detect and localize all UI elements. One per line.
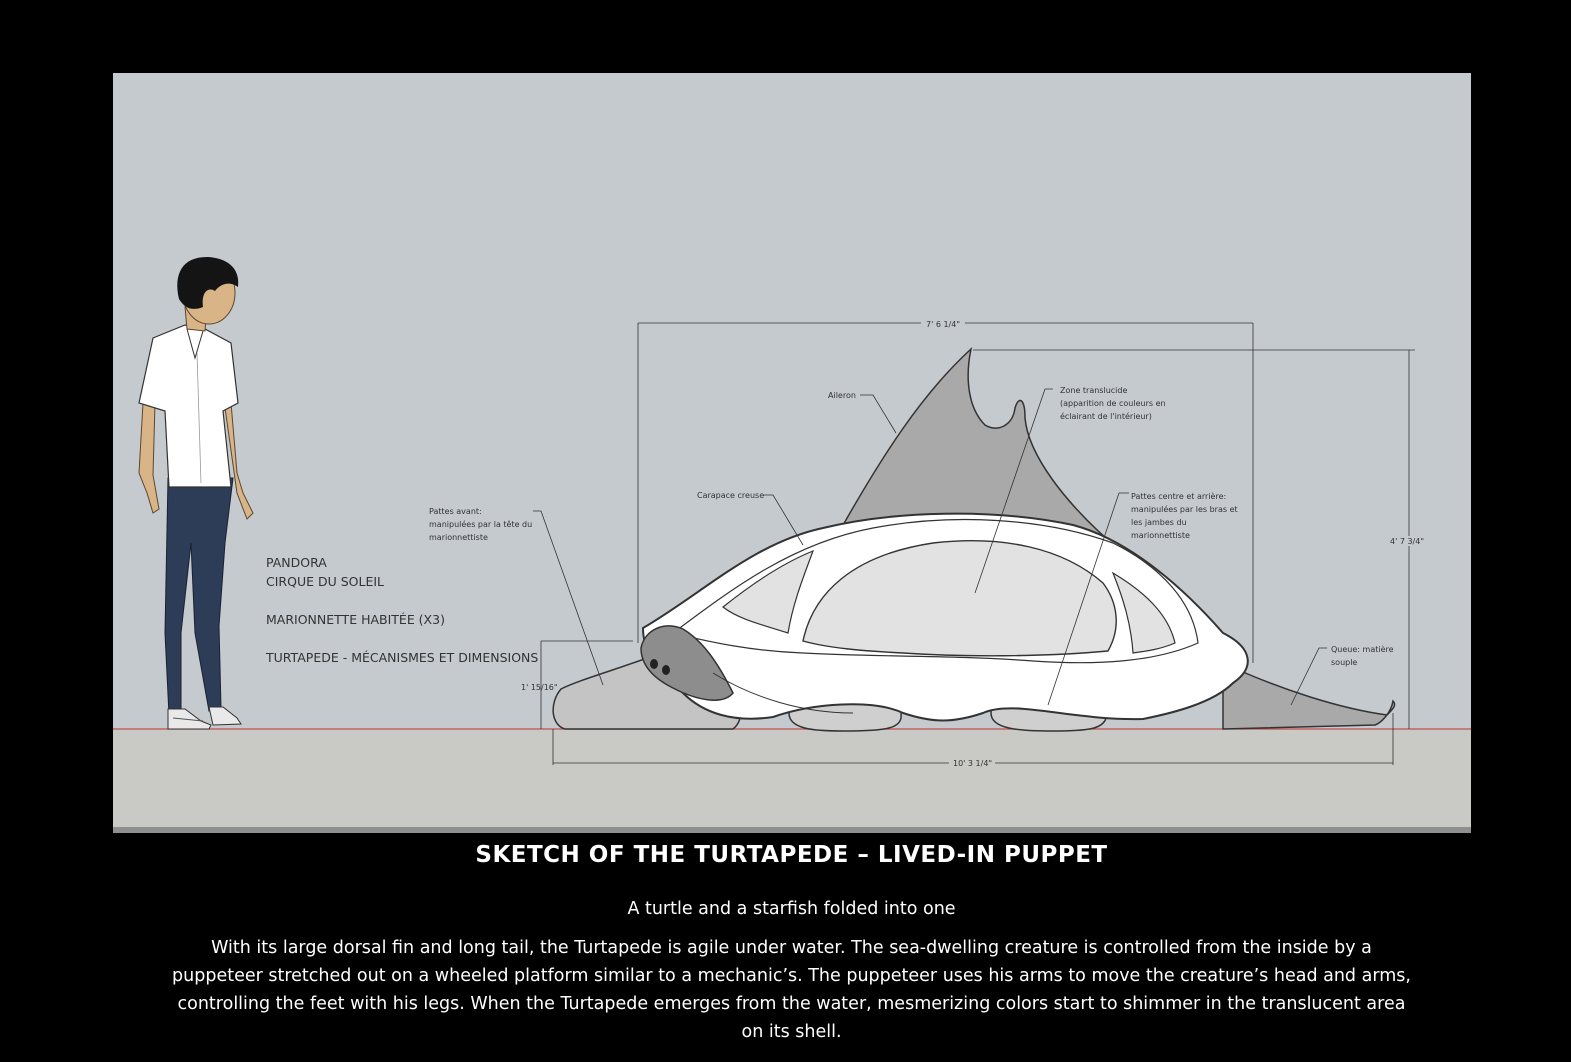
dim-head-height: 1' 15/16" bbox=[521, 683, 558, 692]
dim-total-length: 10' 3 1/4" bbox=[953, 759, 993, 768]
label-pattes-centre-3: les jambes du bbox=[1131, 518, 1187, 527]
label-queue-1: Queue: matière bbox=[1331, 645, 1394, 654]
dim-height: 4' 7 3/4" bbox=[1390, 537, 1425, 546]
label-carapace: Carapace creuse bbox=[697, 491, 765, 500]
label-pattes-centre-4: marionnettiste bbox=[1131, 531, 1190, 540]
title-marionnette: MARIONNETTE HABITÉE (X3) bbox=[266, 612, 445, 627]
floor-bottom-edge bbox=[113, 827, 1471, 833]
caption-title: SKETCH OF THE TURTAPEDE – LIVED-IN PUPPET bbox=[475, 842, 1108, 868]
label-zone-3: éclairant de l'intérieur) bbox=[1060, 412, 1152, 421]
title-cirque: CIRQUE DU SOLEIL bbox=[266, 574, 384, 589]
eye-left bbox=[650, 659, 658, 669]
label-aileron: Aileron bbox=[828, 391, 856, 400]
label-pattes-avant-1: Pattes avant: bbox=[429, 507, 482, 516]
label-pattes-avant-3: marionnettiste bbox=[429, 533, 488, 542]
label-pattes-centre-2: manipulées par les bras et bbox=[1131, 505, 1238, 514]
label-pattes-avant-2: manipulées par la tête du bbox=[429, 520, 533, 529]
label-pattes-centre-1: Pattes centre et arrière: bbox=[1131, 492, 1227, 501]
caption-body: With its large dorsal fin and long tail, the Turtapede is agile under water. The sea-dwelling creature is controlled from the inside by a puppeteer stretched out on a wheeled platform similar to a mechanic’s. The puppeteer uses his arms to move the creature’s head and arms, controlling the feet with his legs. When the Turtapede emerges from the water, mesmerizing colors start to shimmer in the translucent area on its shell. bbox=[172, 938, 1411, 1042]
floor bbox=[113, 729, 1471, 827]
sketch-figure bbox=[113, 73, 1471, 833]
dim-top-width: 7' 6 1/4" bbox=[926, 320, 961, 329]
caption-subtitle: A turtle and a starfish folded into one bbox=[627, 899, 956, 919]
title-pandora: PANDORA bbox=[266, 555, 327, 570]
title-mecanismes: TURTAPEDE - MÉCANISMES ET DIMENSIONS bbox=[266, 650, 539, 665]
label-zone-2: (apparition de couleurs en bbox=[1060, 399, 1166, 408]
label-queue-2: souple bbox=[1331, 658, 1358, 667]
label-zone-1: Zone translucide bbox=[1060, 386, 1128, 395]
eye-right bbox=[662, 665, 670, 675]
